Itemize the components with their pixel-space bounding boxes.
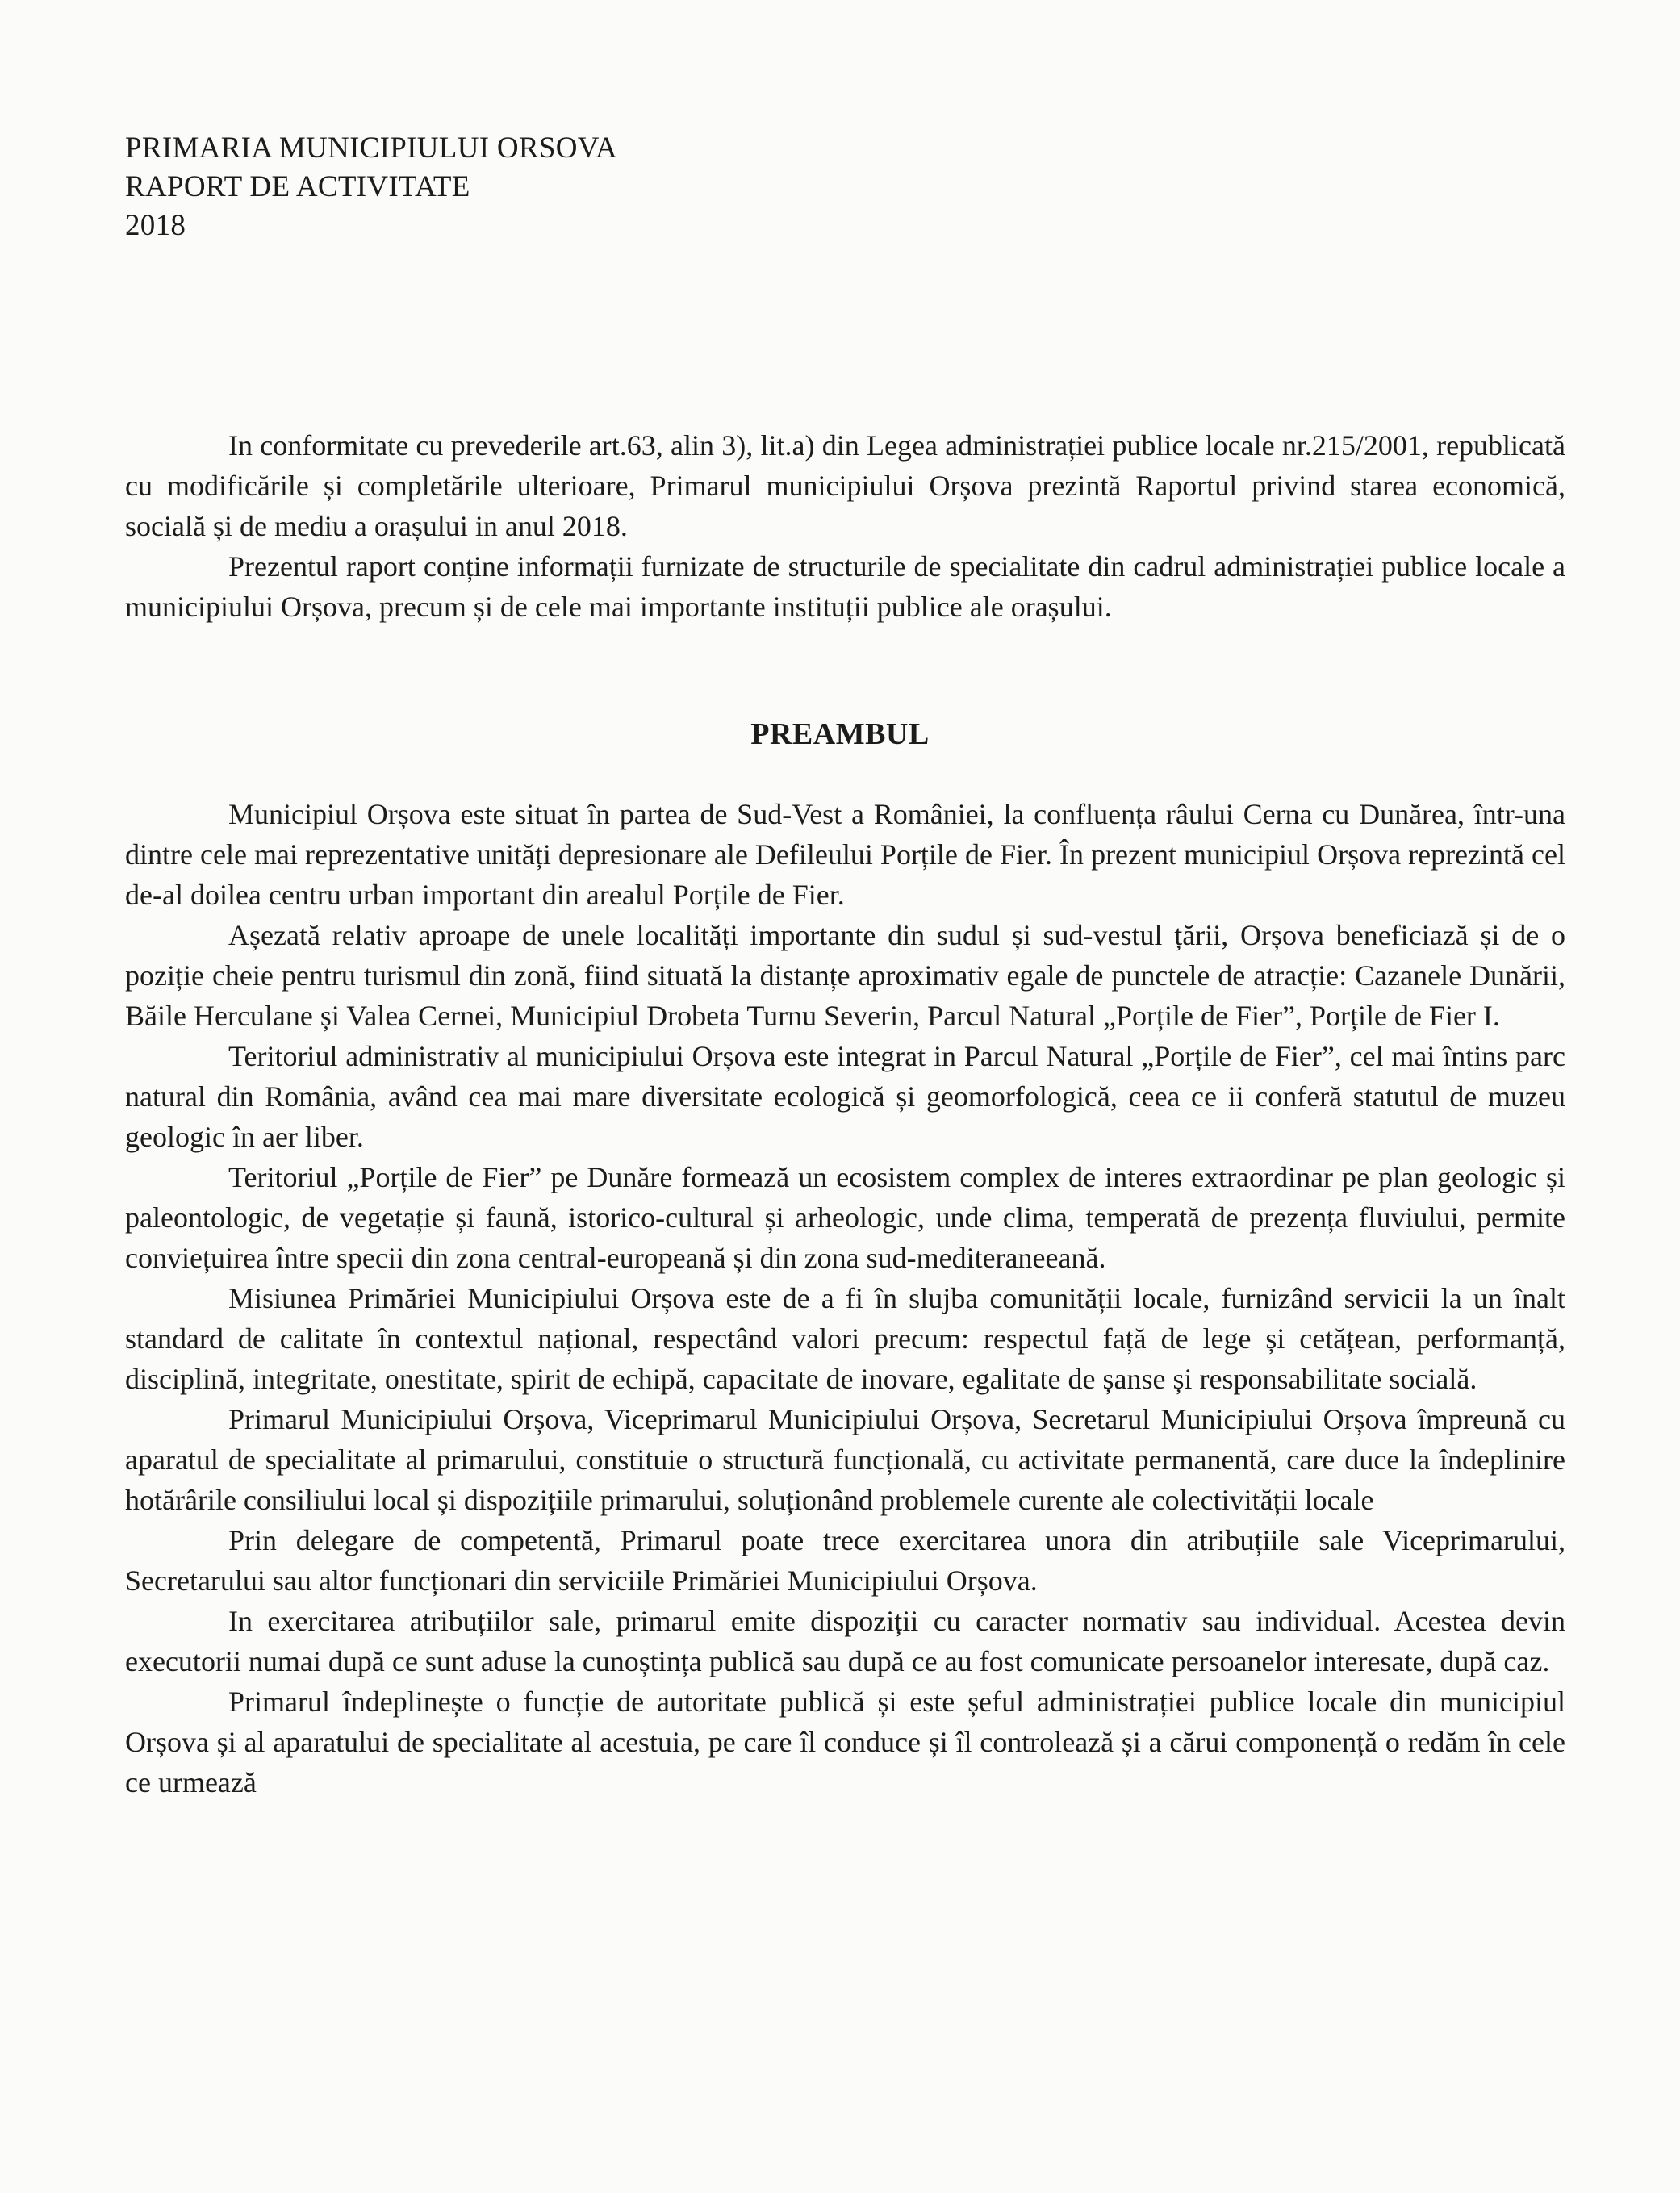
page-corner-mark bbox=[1648, 39, 1680, 65]
report-year: 2018 bbox=[125, 209, 186, 242]
preamble-section bbox=[125, 794, 1565, 1802]
body-paragraph: Misiunea Primăriei Municipiului Orșova este de a fi în slujba comunității locale, furnizând servicii la un înalt standard de calitate în contextul național, respectând valori precum: respectul față de lege și cetățean, performanță, disciplină, integritate, onestitate, spirit de echipă, capacitate de inovare, egalitate de șanse și responsabilitate socială. bbox=[125, 1282, 1565, 1395]
institution-name: PRIMARIA MUNICIPIULUI ORSOVA bbox=[125, 132, 618, 165]
intro-paragraph: In conformitate cu prevederile art.63, alin 3), lit.a) din Legea administrației publice locale nr.215/2001, republicată cu modificările și completările ulterioare, Primarul municipiului Orșova prezintă Raportul privind starea economică, socială și de mediu a orașului in anul 2018. bbox=[125, 429, 1565, 542]
body-paragraph: Teritoriul administrativ al municipiului Orșova este integrat in Parcul Natural „Porțile de Fier”, cel mai întins parc natural din România, având cea mai mare diversitate ecologică și geomorfologică, ceea ce ii conferă statutul de muzeu geologic în aer liber. bbox=[125, 1040, 1565, 1153]
body-paragraph: Primarul Municipiului Orșova, Viceprimarul Municipiului Orșova, Secretarul Municipiului Orșova împreună cu aparatul de specialitate al primarului, constituie o structură funcțională, cu activitate permanentă, care duce la îndeplinire hotărârile consiliului local și dispozițiile primarului, soluționând problemele curente ale colectivității locale bbox=[125, 1403, 1565, 1516]
intro-paragraph: Prezentul raport conține informații furnizate de structurile de specialitate din cadrul administrației publice locale a municipiului Orșova, precum și de cele mai importante instituții publice ale orașului. bbox=[125, 550, 1565, 623]
section-title: PREAMBUL bbox=[750, 717, 930, 751]
body-paragraph: Așezată relativ aproape de unele localități importante din sudul și sud-vestul țării, Orșova beneficiază și de o poziție cheie pentru turismul din zonă, fiind situată la distanțe aproximativ egale de punctele de atracție: Cazanele Dunării, Băile Herculane și Valea Cernei, Municipiul Drobeta Turnu Severin, Parcul Natural „Porțile de Fier”, Porțile de Fier I. bbox=[125, 919, 1565, 1032]
body-paragraph: Prin delegare de competentă, Primarul poate trece exercitarea unora din atribuțiile sale Viceprimarului, Secretarului sau altor funcționari din serviciile Primăriei Municipiului Orșova. bbox=[125, 1524, 1565, 1597]
report-title: RAPORT DE ACTIVITATE bbox=[125, 170, 470, 203]
body-paragraph: In exercitarea atribuțiilor sale, primarul emite dispoziții cu caracter normativ sau individual. Acestea devin executorii numai după ce sunt aduse la cunoștința publică sau după ce au fost comunicate persoanelor interesate, după caz. bbox=[125, 1605, 1565, 1677]
document-header bbox=[125, 129, 617, 245]
body-paragraph: Primarul îndeplinește o funcție de autoritate publică și este șeful administrației publice locale din municipiul Orșova și al aparatului de specialitate al acestuia, pe care îl conduce și îl controlează și a cărui componență o redăm în cele ce urmează bbox=[125, 1685, 1565, 1798]
body-paragraph: Municipiul Orșova este situat în partea de Sud-Vest a României, la confluența râului Cerna cu Dunărea, într-una dintre cele mai reprezentative unități depresionare ale Defileului Porțile de Fier. În prezent municipiul Orșova reprezintă cel de-al doilea centru urban important din arealul Porțile de Fier. bbox=[125, 798, 1565, 911]
intro-section bbox=[125, 425, 1565, 627]
body-paragraph: Teritoriul „Porțile de Fier” pe Dunăre formează un ecosistem complex de interes extraordinar pe plan geologic și paleontologic, de vegetație și faună, istorico-cultural și arheologic, unde clima, temperată de prezența fluviului, permite conviețuirea între specii din zona central-europeană și din zona sud-mediteraneeană. bbox=[125, 1161, 1565, 1274]
